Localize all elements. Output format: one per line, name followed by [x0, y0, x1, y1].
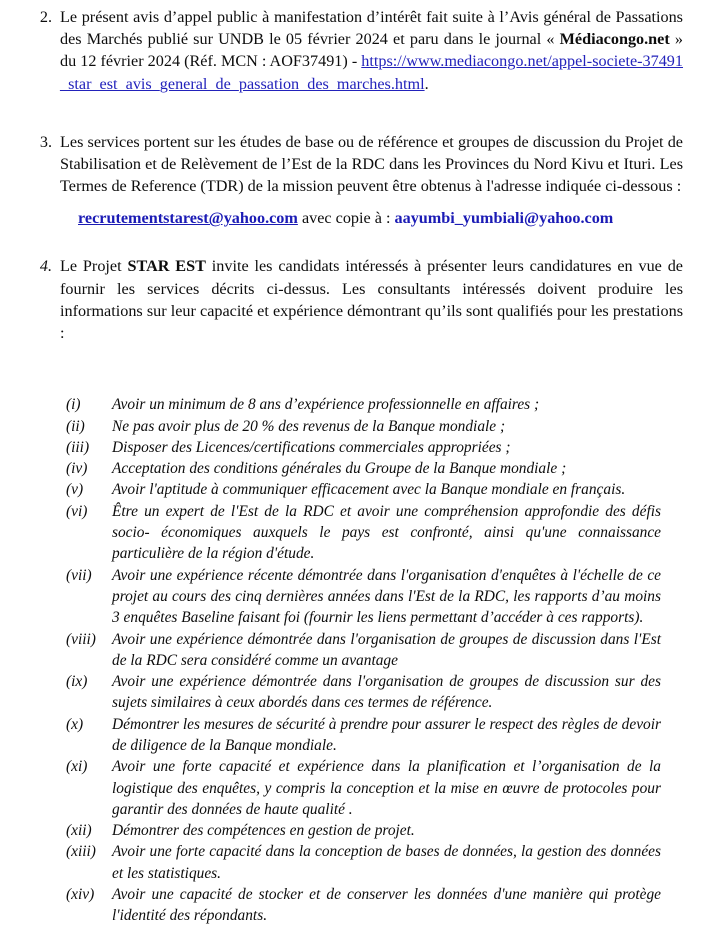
clause-3	[28, 131, 683, 230]
clause-2-text-2: » du 12 février 2024 (Réf. MCN : AOF37491) -	[60, 30, 683, 71]
spacer-extra	[28, 380, 683, 394]
requirement-item	[28, 437, 661, 458]
requirement-marker: (xii)	[66, 822, 92, 840]
requirements-list	[28, 394, 683, 926]
requirement-text: Avoir une capacité de stocker et de conserver les données d'une manière qui protège l'identité des répondants.	[112, 886, 661, 925]
requirement-text: Avoir un minimum de 8 ans d’expérience professionnelle en affaires ;	[112, 396, 540, 414]
email-copy-label: avec copie à :	[297, 209, 395, 228]
requirement-marker: (vii)	[66, 566, 92, 584]
requirement-text: Acceptation des conditions générales du Groupe de la Banque mondiale ;	[112, 460, 567, 478]
requirement-item	[28, 884, 661, 927]
requirement-item	[28, 756, 661, 820]
requirement-marker: (vi)	[66, 502, 88, 520]
requirement-text: Avoir une expérience démontrée dans l'organisation de groupes de discussion sur des sujets similaires à ceux abordés dans ces termes de référence.	[112, 673, 661, 712]
requirement-marker: (ii)	[66, 417, 85, 435]
spacer-after-clause-3	[28, 231, 683, 255]
secondary-email-link[interactable]: aayumbi_yumbiali@yahoo.com	[394, 209, 614, 228]
requirement-item	[28, 714, 661, 757]
clause-2-number: 2.	[39, 8, 52, 26]
requirement-marker: (viii)	[66, 630, 96, 648]
clause-4-number: 4.	[39, 257, 52, 276]
requirement-item	[28, 671, 661, 714]
mediacongo-announcement-link[interactable]: https://www.mediacongo.net/appel-societe-37491_star_est_avis_general_de_passation_des_marches.html	[60, 52, 683, 93]
requirement-marker: (ix)	[66, 673, 88, 691]
clause-3-text: Les services portent sur les études de base ou de référence et groupes de discussion du Projet de Stabilisation et de Relèvement de l’Est de la RDC dans les Provinces du Nord Kivu et Ituri. Les Termes de Reference (TDR) de la mission peuvent être obtenus à l'adresse indiquée ci-dessous :	[60, 132, 683, 196]
requirement-marker: (v)	[66, 481, 84, 499]
requirement-item	[28, 479, 661, 500]
clause-4-text-1: Le Projet	[60, 257, 128, 276]
requirement-item	[28, 394, 661, 415]
requirement-marker: (xi)	[66, 758, 88, 776]
clause-3-number: 3.	[39, 132, 52, 151]
clause-4-body	[60, 255, 683, 344]
requirement-marker: (xiv)	[66, 886, 95, 904]
requirement-marker: (x)	[66, 715, 84, 733]
requirement-text: Avoir une forte capacité dans la conception de bases de données, la gestion des données et les statistiques.	[112, 843, 661, 882]
clause-2	[28, 6, 683, 95]
clause-2-text-1: Le présent avis d’appel public à manifestation d’intérêt fait suite à l’Avis général de Passations des Marchés publié sur UNDB le 05 février 2024 et paru dans le journal «	[60, 8, 683, 49]
requirement-marker: (iv)	[66, 460, 88, 478]
requirement-text: Ne pas avoir plus de 20 % des revenus de la Banque mondiale ;	[112, 417, 506, 435]
requirement-item	[28, 416, 661, 437]
requirement-item	[28, 501, 661, 565]
clause-2-body	[60, 6, 683, 95]
requirement-item	[28, 458, 661, 479]
requirement-text: Avoir une forte capacité et expérience dans la planification et l’organisation de la logistique des enquêtes, y compris la conception et la mise en œuvre de protocoles pour garantir des données de haute qualité .	[112, 758, 661, 818]
requirement-text: Avoir une expérience récente démontrée dans l'organisation d'enquêtes à l'échelle de ce projet au cours des cinq dernières années dans l'Est de la RDC, les rapports d’au moins 3 enquêtes Baseline faisant foi (fournir les liens permettant d’accéder à ces rapports).	[112, 566, 661, 627]
requirement-text: Démontrer des compétences en gestion de projet.	[112, 822, 415, 840]
requirement-text: Disposer des Licences/certifications commerciales appropriées ;	[112, 438, 511, 456]
contact-emails-line	[78, 207, 683, 229]
requirement-item	[28, 820, 661, 841]
requirement-marker: (i)	[66, 396, 81, 414]
clause-4-text-2: invite les candidats intéressés à présenter leurs candidatures en vue de fournir les services décrits ci-dessus. Les consultants intéressés doivent produire les informations sur leur capacité et expérience démontrant qu’ils sont qualifiés pour les prestations :	[60, 257, 683, 343]
requirement-text: Avoir l'aptitude à communiquer efficacement avec la Banque mondiale en français.	[112, 481, 626, 499]
clause-4-bold-star-est: STAR EST	[127, 257, 206, 276]
requirement-marker: (xiii)	[66, 843, 96, 861]
requirement-marker: (iii)	[66, 438, 90, 456]
clause-2-bold-mediacongo: Médiacongo.net	[559, 30, 670, 49]
primary-email-link[interactable]: recrutementstarest@yahoo.com	[78, 209, 298, 228]
requirement-item	[28, 629, 661, 672]
spacer-after-clause-2	[28, 97, 683, 131]
clause-4	[28, 255, 683, 344]
requirement-text: Être un expert de l'Est de la RDC et avoir une compréhension approfondie des défis socio- économiques auxquels le pays est confronté, ainsi qu'une connaissance particulière de la région d'étude.	[112, 502, 661, 563]
clause-2-text-3: .	[424, 74, 429, 93]
requirement-item	[28, 565, 661, 629]
spacer-before-requirements	[28, 346, 683, 380]
clause-3-body	[60, 131, 683, 230]
requirement-text: Démontrer les mesures de sécurité à prendre pour assurer le respect des règles de devoir de diligence de la Banque mondiale.	[112, 715, 661, 754]
requirement-text: Avoir une expérience démontrée dans l'organisation de groupes de discussion dans l'Est de la RDC sera considéré comme un avantage	[112, 630, 661, 669]
requirement-item	[28, 841, 661, 884]
